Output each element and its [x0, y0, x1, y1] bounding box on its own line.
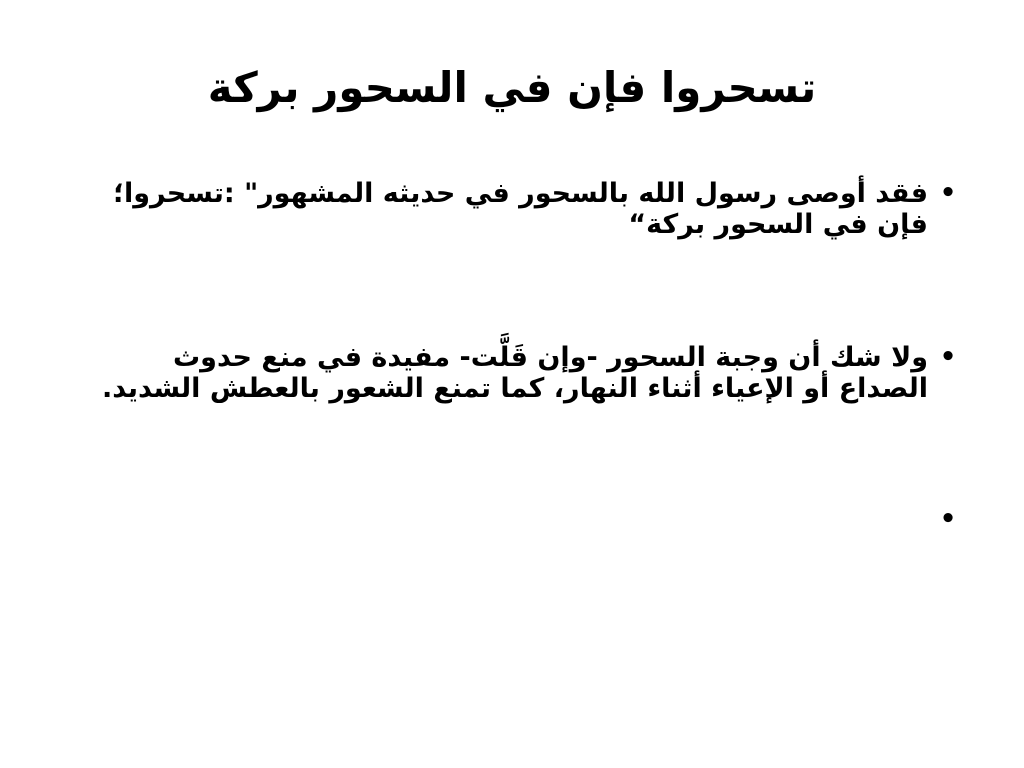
bullet-item — [78, 342, 958, 404]
bullet-icon: • — [939, 342, 957, 372]
bullet-item — [78, 178, 958, 240]
bullet-text: فقد أوصى رسول الله بالسحور في حديثه المشهور" :تسحروا؛ فإن في السحور بركة“ — [113, 178, 928, 240]
bullet-icon: • — [939, 504, 957, 534]
slide-title: تسحروا فإن في السحور بركة — [207, 63, 817, 112]
bullet-icon: • — [939, 178, 957, 208]
bullet-text: ولا شك أن وجبة السحور -وإن قَلَّت- مفيدة في منع حدوث الصداع أو الإعياء أثناء النهار، كما تمنع الشعور بالعطش الشديد. — [101, 342, 928, 404]
bullet-list — [78, 178, 958, 534]
